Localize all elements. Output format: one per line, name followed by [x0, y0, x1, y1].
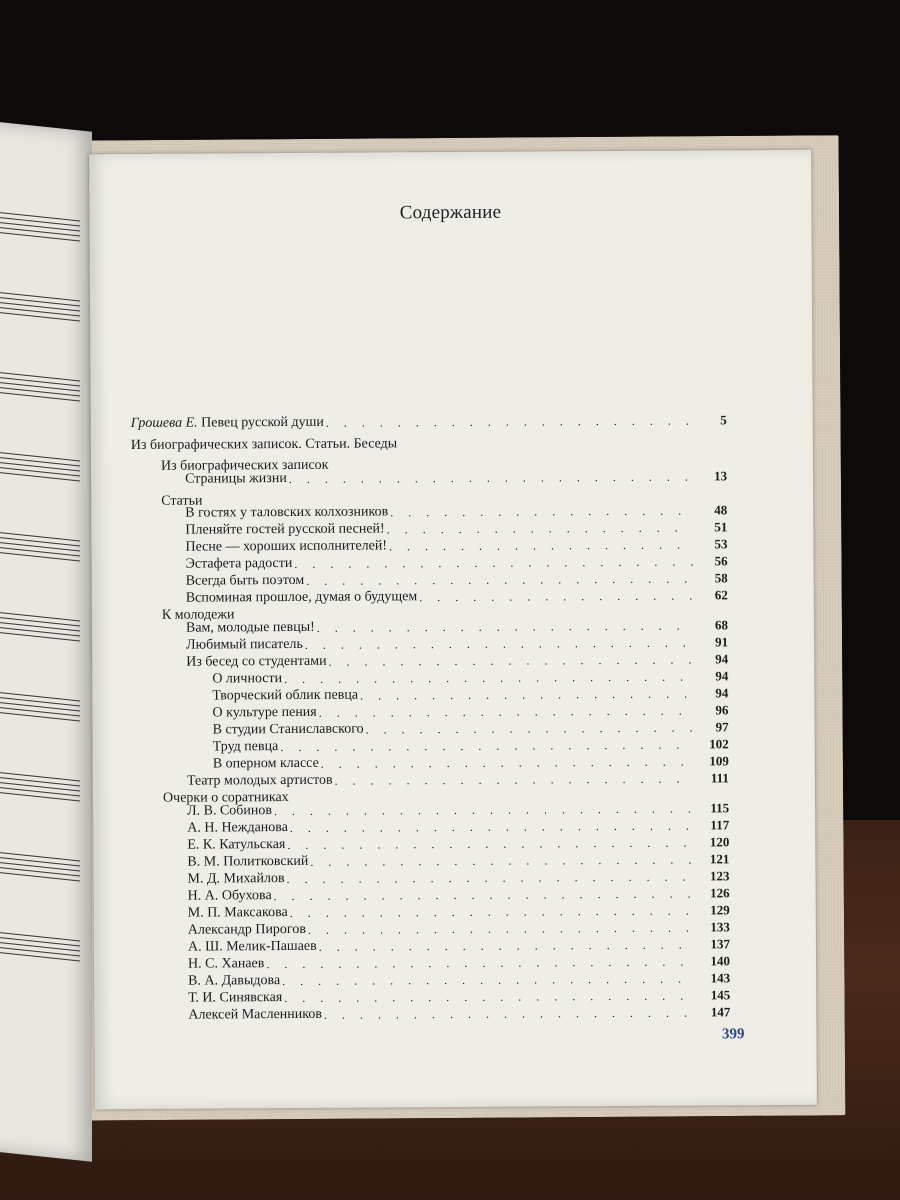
toc-entry: [131, 434, 727, 454]
toc-entry-title: [131, 415, 326, 432]
toc-entry-label: Труд певца: [212, 739, 279, 755]
toc-entry-page: 5: [720, 412, 727, 428]
toc-entry-title: [131, 436, 399, 454]
toc-entry-title: [212, 688, 360, 705]
dot-leader: [387, 520, 694, 538]
dot-leader: [287, 869, 696, 887]
toc-entry-title: [188, 922, 308, 939]
toc-entry: [186, 587, 728, 606]
dot-leader: [289, 469, 693, 487]
toc-entry: [185, 519, 727, 538]
dot-leader: [280, 737, 694, 756]
toc-entry-label: В. М. Политковский: [187, 853, 309, 870]
toc-entry-label: Вам, молодые певцы!: [185, 619, 315, 636]
toc-entry-page: 123: [709, 868, 730, 884]
toc-entry-title: [186, 637, 305, 654]
toc-entry-label: Из бесед со студентами: [186, 653, 327, 670]
toc-entry-title: [187, 854, 310, 871]
toc-entry-label: В. А. Давыдова: [188, 973, 281, 989]
music-staff: [0, 930, 80, 963]
toc-entry-label: Статьи: [161, 493, 203, 509]
toc-entry: [213, 719, 729, 738]
toc-entry-title: [213, 722, 366, 739]
toc-entry: [187, 868, 729, 887]
toc-entry: [187, 800, 729, 819]
toc-entry-title: [188, 973, 282, 990]
toc-entry-label: О культуре пения: [212, 704, 317, 721]
toc-entry-page: 121: [709, 851, 730, 867]
toc-entry-page: 96: [715, 702, 729, 718]
toc-entry-label: Певец русской души: [197, 414, 324, 431]
toc-entry-title: [186, 556, 295, 573]
toc-entry: [188, 1004, 730, 1023]
table-of-contents: [89, 150, 817, 1109]
dot-leader: [319, 937, 696, 955]
facing-page-music: [0, 120, 92, 1162]
toc-entry-label: Т. И. Синявская: [188, 990, 283, 1006]
toc-entry-page: 68: [714, 617, 729, 633]
toc-entry-page: 117: [710, 817, 730, 833]
toc-entry-label: О личности: [212, 671, 283, 687]
toc-entry-page: 13: [714, 468, 728, 484]
toc-entry-label: Алексей Масленников: [188, 1006, 323, 1023]
dot-leader: [308, 920, 696, 938]
toc-entry-title: [213, 739, 281, 755]
toc-entry-label: Н. С. Ханаев: [187, 956, 265, 972]
toc-entry-title: [188, 1007, 324, 1024]
toc-entry: [185, 502, 727, 521]
toc-entry-title: [187, 803, 274, 820]
toc-entry: [188, 902, 730, 921]
toc-entry-label: К молодежи: [161, 607, 235, 623]
toc-entry-label: Любимый писатель: [186, 636, 303, 653]
toc-entry-label: Из биографических записок. Статьи. Беседы: [130, 436, 398, 453]
toc-entry: [187, 851, 729, 870]
toc-entry-label: Всегда быть поэтом: [185, 572, 305, 589]
dot-leader: [306, 571, 694, 589]
dot-leader: [366, 720, 695, 738]
toc-entry-label: Александр Пирогов: [187, 921, 306, 938]
toc-entry-title: [188, 956, 266, 972]
music-staff: [0, 770, 80, 803]
dot-leader: [274, 801, 695, 820]
contents-page: [89, 150, 817, 1109]
toc-entry: [212, 685, 728, 704]
toc-entry-title: [187, 871, 286, 888]
toc-entry-page: 147: [710, 1004, 731, 1020]
toc-entry-label: В оперном классе: [212, 755, 319, 772]
toc-entry-label: Песне — хороших исполнителей!: [185, 538, 388, 555]
music-staff: [0, 610, 80, 643]
toc-entry: [186, 634, 728, 653]
toc-entry-title: [185, 471, 289, 488]
toc-entry-title: [188, 939, 319, 956]
toc-entry-page: 109: [709, 753, 729, 769]
toc-entry: [188, 953, 730, 972]
toc-entry-label: Эстафета радости: [185, 555, 293, 572]
dot-leader: [284, 669, 694, 688]
toc-entry: [212, 668, 728, 687]
toc-entry-page: 120: [709, 834, 730, 850]
toc-entry: [213, 753, 729, 772]
music-staff: [0, 850, 80, 883]
toc-entry-page: 102: [709, 736, 729, 752]
dot-leader: [274, 886, 696, 905]
toc-entry-page: 129: [710, 902, 730, 918]
toc-entry: [188, 987, 730, 1006]
toc-entry-label: Театр молодых артистов: [186, 772, 333, 789]
toc-entry-title: [186, 589, 420, 606]
toc-entry-label: Н. А. Обухова: [187, 888, 272, 904]
toc-entry: [188, 919, 730, 938]
toc-entry-title: [187, 820, 290, 837]
page-number: 399: [721, 1026, 745, 1043]
toc-entry-title: [188, 905, 290, 922]
toc-entry-page: 94: [715, 668, 729, 684]
toc-entry: [186, 570, 728, 589]
toc-entry-title: [185, 521, 386, 538]
music-staff: [0, 690, 80, 723]
toc-entry-page: 51: [714, 519, 728, 535]
toc-entry: [187, 834, 729, 853]
dot-leader: [328, 652, 694, 670]
toc-entry-label: М. Д. Михайлов: [187, 871, 285, 887]
dot-leader: [419, 588, 694, 606]
dot-leader: [310, 852, 695, 870]
toc-entry-label: Вспоминая прошлое, думая о будущем: [185, 589, 418, 606]
music-staff: [0, 210, 80, 243]
dot-leader: [389, 537, 694, 555]
toc-entry-label: В студии Станиславского: [212, 721, 364, 738]
toc-entry-title: [213, 756, 321, 773]
toc-entry-author: Грошева Е.: [130, 415, 198, 431]
dot-leader: [284, 988, 696, 1007]
toc-entry-page: 58: [714, 570, 728, 586]
toc-entry-page: 115: [710, 800, 730, 816]
toc-entry-label: Е. К. Катульская: [187, 837, 286, 853]
toc-entry-title: [186, 620, 317, 637]
toc-entry-page: 143: [710, 970, 731, 986]
toc-entry-title: [187, 773, 335, 790]
toc-entry: [185, 468, 727, 487]
toc-entry-label: Из биографических записок: [160, 457, 329, 474]
toc-entry: [186, 651, 728, 670]
toc-entry: [187, 817, 729, 836]
toc-entry-label: Страницы жизни: [185, 471, 287, 487]
toc-entry: [212, 702, 728, 721]
dot-leader: [290, 903, 696, 921]
toc-entry: [187, 770, 729, 789]
toc-entry: [186, 553, 728, 572]
toc-entry: [188, 936, 730, 955]
toc-entry-page: 145: [710, 987, 731, 1003]
toc-entry-page: 97: [715, 719, 729, 735]
toc-entry-label: А. Н. Нежданова: [187, 820, 288, 836]
toc-entry-page: 133: [710, 919, 730, 935]
toc-entry-title: [186, 654, 328, 671]
toc-entry-label: Пленяйте гостей русской песней!: [185, 521, 385, 538]
music-staff: [0, 370, 80, 403]
toc-entry-page: 91: [715, 634, 729, 650]
toc-entry-page: 94: [715, 651, 729, 667]
toc-entry-page: 94: [715, 685, 729, 701]
toc-entry-page: 111: [710, 770, 729, 786]
toc-entry-title: [187, 837, 287, 854]
dot-leader: [360, 686, 694, 704]
toc-entry-title: [212, 705, 318, 722]
toc-entry-title: [212, 671, 284, 687]
toc-entry-title: [188, 888, 274, 905]
toc-entry: [188, 970, 730, 989]
toc-entry-label: М. П. Максакова: [187, 905, 288, 921]
toc-entry-label: Творческий облик певца: [212, 687, 359, 704]
dot-leader: [326, 413, 693, 431]
toc-entry-page: 126: [710, 885, 730, 901]
toc-entry-page: 53: [714, 536, 728, 552]
toc-entry: [131, 412, 727, 432]
dot-leader: [266, 954, 696, 973]
dot-leader: [317, 618, 694, 636]
dot-leader: [324, 1005, 696, 1023]
dot-leader: [290, 818, 695, 836]
toc-entry-label: Л. В. Собинов: [187, 803, 273, 819]
dot-leader: [294, 554, 693, 572]
toc-entry-page: 140: [710, 953, 731, 969]
toc-entry: [186, 617, 728, 636]
toc-entry-title: [186, 573, 307, 590]
toc-entry-page: 48: [714, 502, 728, 518]
dot-leader: [319, 703, 695, 721]
dot-leader: [287, 835, 695, 853]
dot-leader: [282, 971, 696, 990]
music-staff: [0, 450, 80, 483]
toc-entry-label: Очерки о соратниках: [162, 790, 289, 806]
toc-entry-page: 62: [714, 587, 728, 603]
toc-entry-title: [188, 990, 284, 1007]
toc-entry: [185, 536, 727, 555]
toc-entry-label: В гостях у таловских колхозников: [185, 504, 389, 521]
toc-entry: [213, 736, 729, 755]
toc-entry: [188, 885, 730, 904]
dot-leader: [321, 754, 695, 772]
toc-entry-label: А. Ш. Мелик-Пашаев: [187, 938, 317, 955]
music-staff: [0, 290, 80, 323]
toc-entry-title: [185, 538, 389, 555]
page-title: Содержание: [399, 201, 502, 224]
toc-entry-title: [185, 504, 390, 521]
toc-entry-page: 137: [710, 936, 730, 952]
dot-leader: [390, 503, 693, 521]
music-staff: [0, 530, 80, 563]
dot-leader: [305, 635, 694, 653]
toc-entry-page: 56: [714, 553, 728, 569]
dot-leader: [335, 771, 695, 789]
